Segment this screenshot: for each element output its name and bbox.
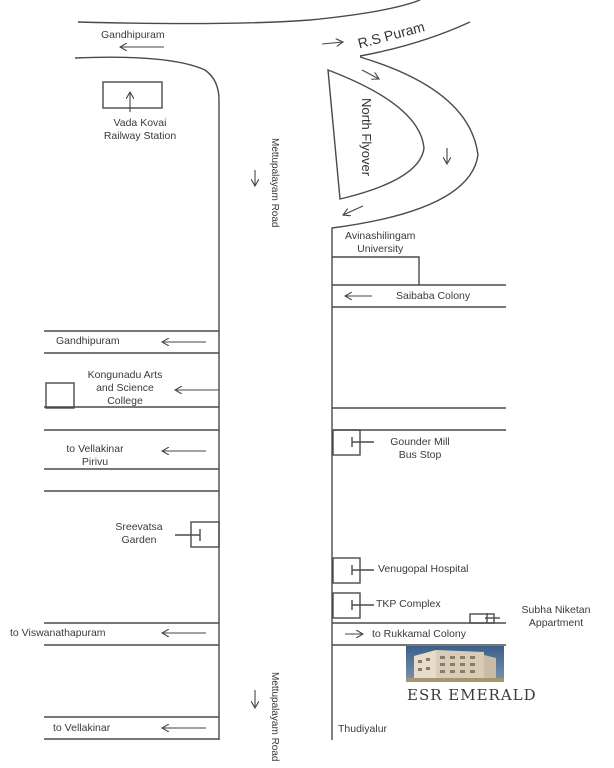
label-venugopal-hospital: Venugopal Hospital — [378, 563, 469, 575]
label-saibaba-colony: Saibaba Colony — [396, 290, 471, 302]
label-north-flyover: North Flyover — [359, 98, 374, 177]
label-rs-puram: R.S Puram — [356, 18, 427, 52]
label-rukkamal-colony: to Rukkamal Colony — [372, 628, 466, 640]
label-road-name-top: Mettupalayam Road — [269, 138, 280, 228]
label-gandhipuram-top: Gandhipuram — [101, 29, 165, 41]
label-road-name-bottom: Mettupalayam Road — [269, 672, 280, 762]
arrow-right-icon — [322, 42, 343, 44]
railway-station-box — [103, 82, 162, 108]
label-kongunadu-college: Kongunadu Arts and Science College — [87, 369, 163, 407]
building-photo-icon — [406, 646, 504, 682]
label-railway-station: Vada Kovai Railway Station — [103, 117, 177, 142]
north-flyover-island — [328, 70, 424, 199]
destination-name: ESR EMERALD — [407, 686, 537, 704]
label-viswanathapuram: to Viswanathapuram — [10, 627, 106, 639]
avinashilingam-block — [332, 257, 419, 285]
label-gandhipuram-left: Gandhipuram — [56, 335, 120, 347]
label-avinashilingam: Avinashilingam University — [345, 230, 416, 255]
label-gounder-mill: Gounder Mill Bus Stop — [390, 436, 450, 461]
arrow-down-left-icon — [343, 206, 363, 215]
label-tkp-complex: TKP Complex — [376, 598, 441, 610]
label-subha-niketan: Subha Niketan Appartment — [521, 604, 591, 629]
top-road-edge — [78, 0, 420, 24]
label-thudiyalur: Thudiyalur — [338, 723, 388, 735]
label-vellakinar: to Vellakinar — [53, 722, 111, 734]
label-sreevatsa-garden: Sreevatsa Garden — [115, 521, 163, 546]
label-vellakinar-pirivu: to Vellakinar Pirivu — [66, 443, 124, 468]
arrow-down-right-icon — [362, 70, 379, 79]
